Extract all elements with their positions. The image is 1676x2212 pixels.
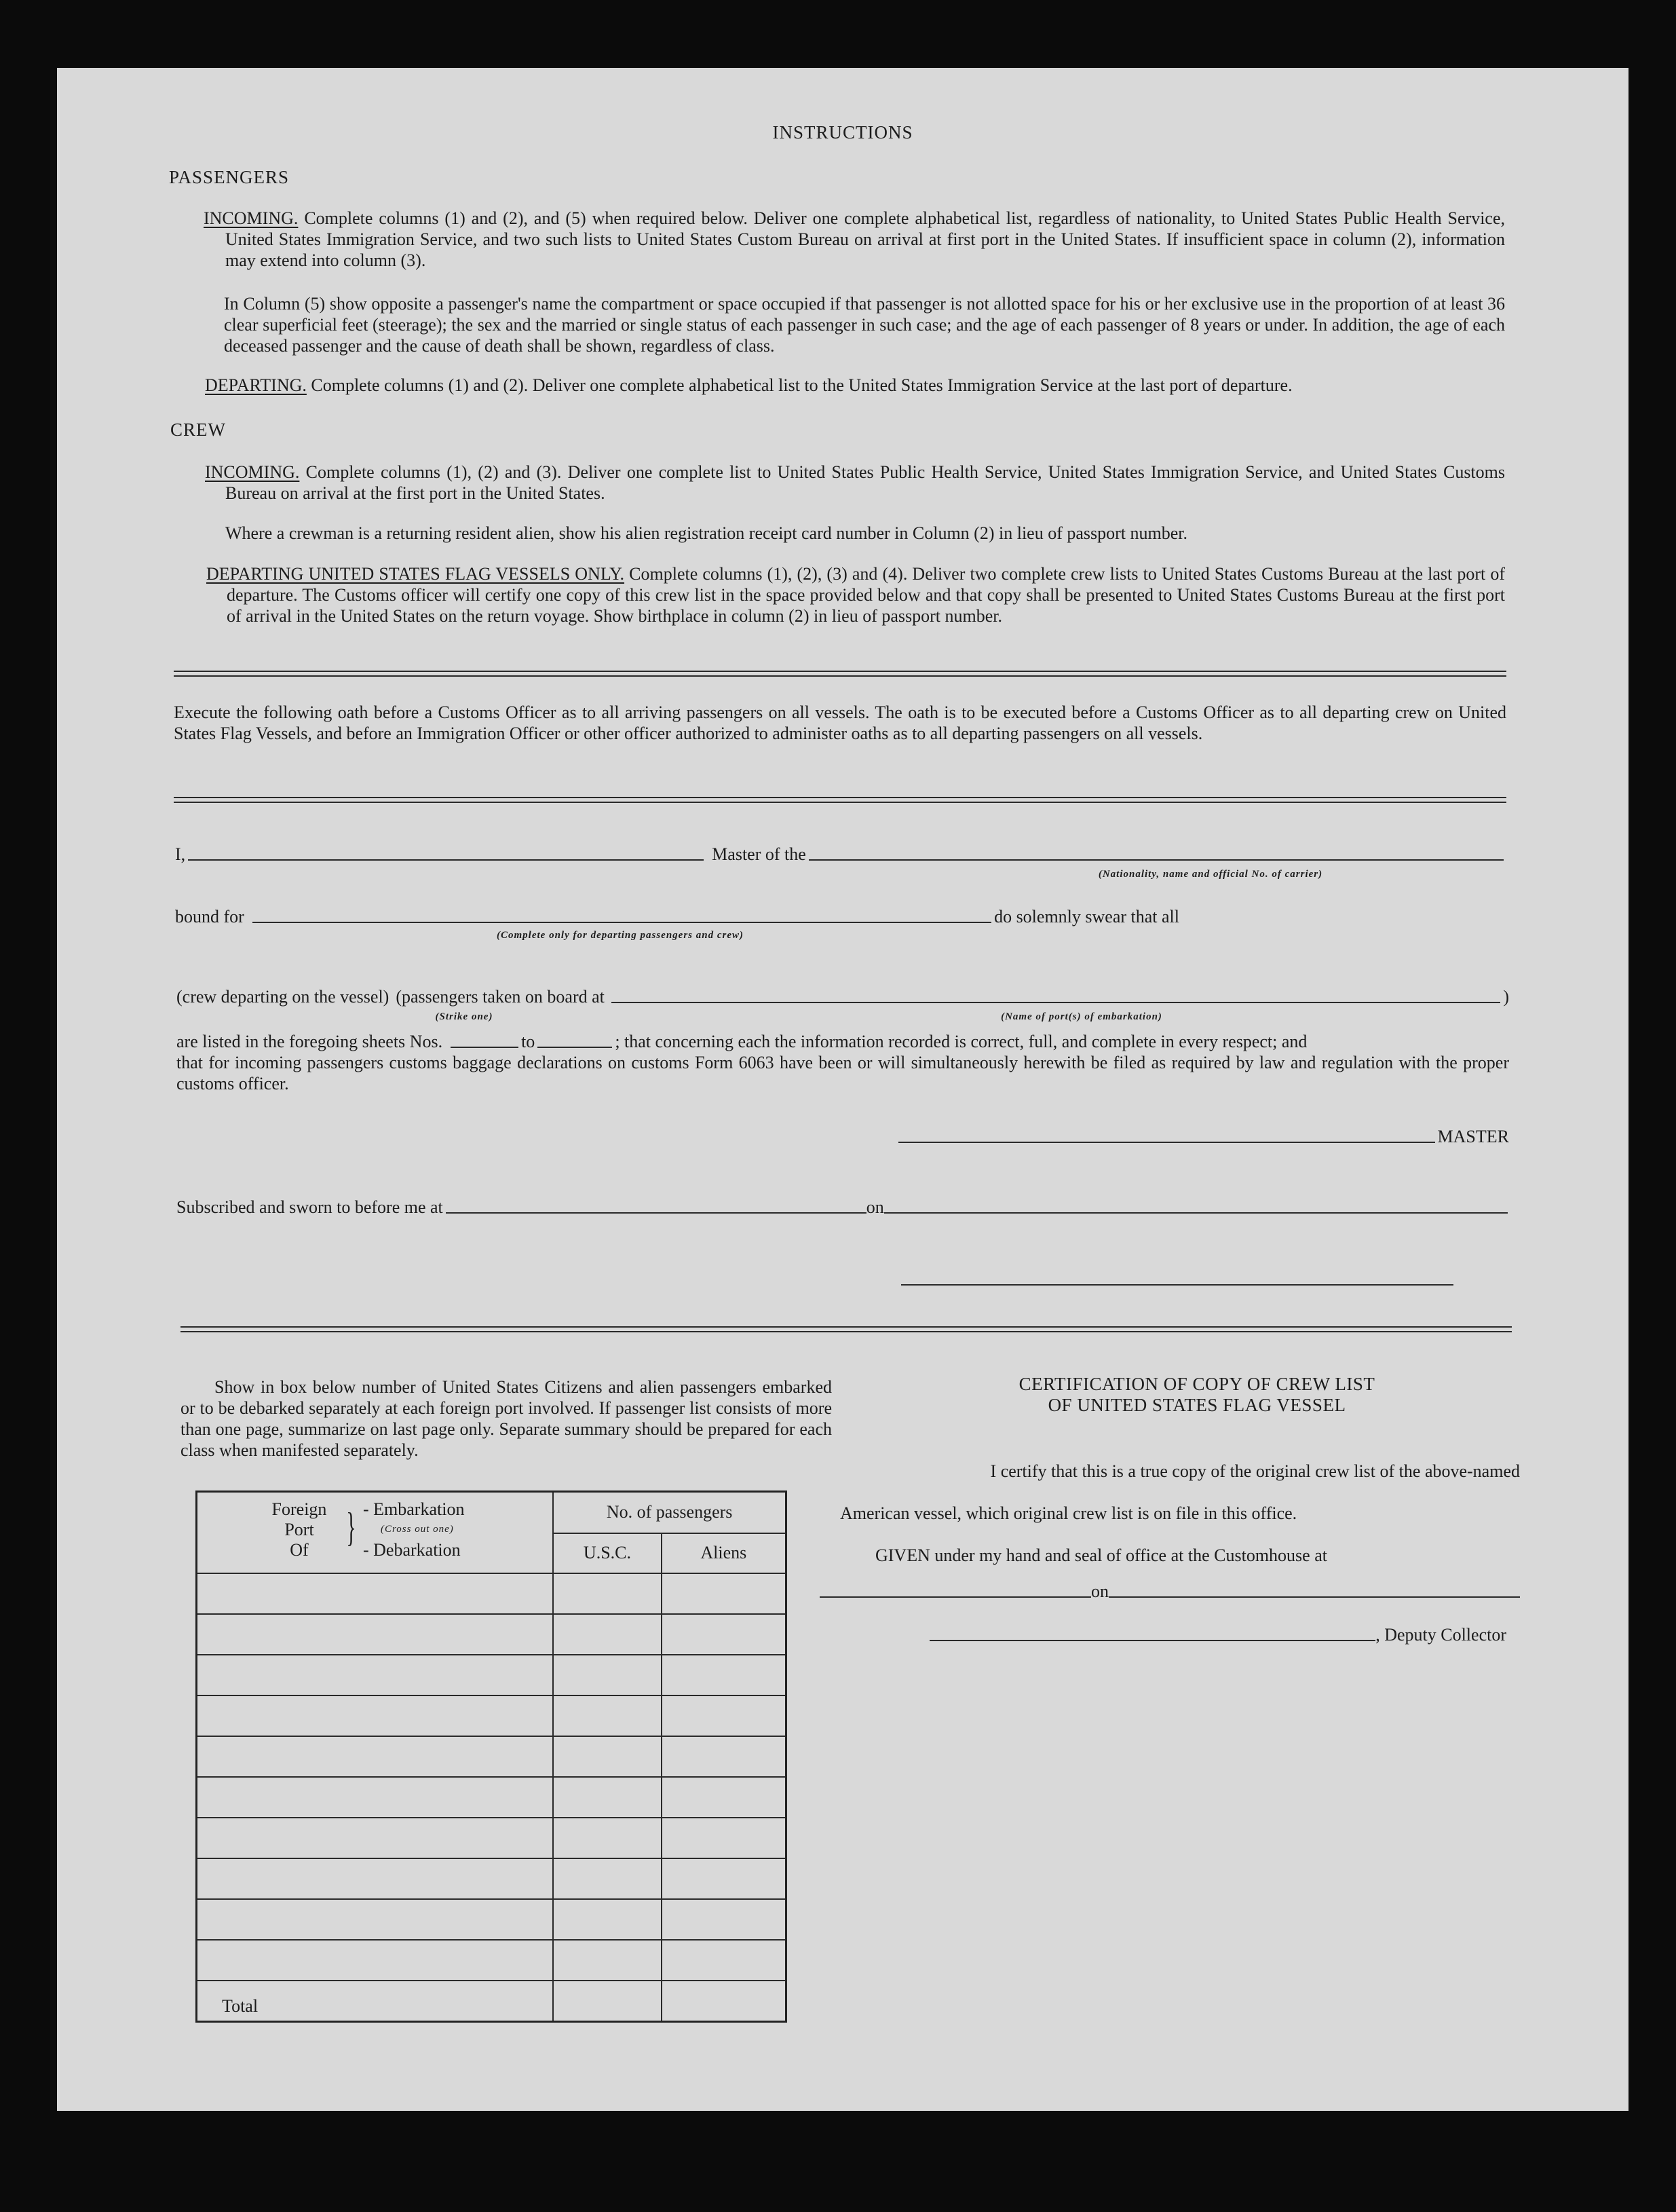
oath-sheets-row <box>176 1032 1509 1052</box>
passengers-heading: PASSENGERS <box>169 167 290 187</box>
page-title: INSTRUCTIONS <box>772 122 913 143</box>
port-cell[interactable] <box>197 1940 554 1981</box>
oath-intro: Execute the following oath before a Customs Officer as to all arriving passengers on all vessels. The oath is to be executed before a Customs Officer as to all departing crew on United States Flag Vessels, and before an Immigration Officer or other officer authorized to administer oaths as to all departing passengers on all vessels. <box>174 702 1506 743</box>
debarkation-label[interactable]: - Debarkation <box>363 1540 461 1560</box>
usc-cell[interactable] <box>553 1899 661 1940</box>
passengers-taken-option[interactable]: (passengers taken on board at <box>396 987 605 1007</box>
listed-rest: ; that concerning each the information recorded is correct, full, and complete in every respect; and <box>615 1032 1308 1051</box>
oath-bound-row <box>175 907 1179 927</box>
given-line: GIVEN under my hand and seal of office at the Customhouse at <box>875 1545 1327 1565</box>
master-signature-field[interactable] <box>898 1142 1435 1143</box>
no-passengers-header: No. of passengers <box>553 1492 786 1533</box>
crew-departing-paragraph <box>206 563 1505 626</box>
master-signature-row <box>898 1127 1509 1147</box>
aliens-cell[interactable] <box>662 1736 786 1777</box>
master-name-field[interactable] <box>188 859 704 861</box>
crew-heading: CREW <box>170 419 226 440</box>
bound-for-label: bound for <box>175 907 244 926</box>
crew-departing-label: DEPARTING UNITED STATES FLAG VESSELS ONLY. <box>206 564 625 584</box>
aliens-cell[interactable] <box>662 1573 786 1614</box>
summary-row <box>197 1940 786 1981</box>
passengers-incoming-text: Complete columns (1) and (2), and (5) when required below. Deliver one complete alphabetical list, regardless of nationality, to United States Public Health Service, United States Immigration Service, and two such lists to United States Custom Bureau on arrival at first port in the United States. If insufficient space in column (2), information may extend into column (3). <box>225 208 1506 270</box>
crew-resident-paragraph: Where a crewman is a returning resident alien, show his alien registration receipt card number in Column (2) in lieu of passport number. <box>225 523 1188 543</box>
deputy-signature-field[interactable] <box>930 1640 1375 1641</box>
usc-cell[interactable] <box>553 1573 661 1614</box>
port-column-header <box>197 1492 554 1574</box>
usc-cell[interactable] <box>553 1940 661 1981</box>
subscribed-date-field[interactable] <box>884 1212 1508 1214</box>
total-usc-cell[interactable] <box>553 1981 661 2021</box>
foreign-label: Foreign <box>271 1499 327 1519</box>
oath-master-row <box>175 844 1506 865</box>
certify-line2: American vessel, which original crew list is on file in this office. <box>840 1503 1297 1523</box>
close-paren: ) <box>1503 987 1509 1007</box>
divider-1 <box>174 671 1506 677</box>
certification-title-line2: OF UNITED STATES FLAG VESSEL <box>1048 1395 1346 1415</box>
to-label: to <box>521 1032 535 1051</box>
carrier-field[interactable] <box>809 859 1504 861</box>
port-cell[interactable] <box>197 1858 554 1899</box>
port-cell[interactable] <box>197 1695 554 1736</box>
certification-title-line1: CERTIFICATION OF COPY OF CREW LIST <box>1018 1374 1375 1394</box>
aliens-cell[interactable] <box>662 1655 786 1695</box>
aliens-cell[interactable] <box>662 1614 786 1655</box>
oath-strike-row <box>176 987 1509 1007</box>
declaration-text: that for incoming passengers customs baggage declarations on customs Form 6063 have been or will simultaneously herewith be filed as required by law and regulation with the proper customs officer. <box>176 1053 1509 1093</box>
port-caption: (Name of port(s) of embarkation) <box>1001 1011 1162 1022</box>
certify-line1: I certify that this is a true copy of the original crew list of the above-named <box>990 1461 1520 1481</box>
summary-row <box>197 1573 786 1614</box>
summary-rows <box>197 1573 786 1981</box>
embarkation-label[interactable]: - Embarkation <box>363 1499 465 1519</box>
of-label: Of <box>290 1540 309 1560</box>
deputy-label: , Deputy Collector <box>1375 1625 1506 1645</box>
officer-signature-field[interactable] <box>901 1284 1453 1286</box>
summary-row <box>197 1614 786 1655</box>
usc-cell[interactable] <box>553 1777 661 1818</box>
summary-row <box>197 1858 786 1899</box>
embarkation-port-field[interactable] <box>611 1002 1500 1003</box>
subscribed-on-label: on <box>866 1197 884 1217</box>
port-cell[interactable] <box>197 1736 554 1777</box>
master-label: MASTER <box>1437 1127 1509 1146</box>
crew-incoming-text: Complete columns (1), (2) and (3). Deliver one complete list to United States Public Health Service, United States Immigration Service, and United States Customs Bureau on arrival at the first port in the United States. <box>225 462 1506 503</box>
subscribed-label: Subscribed and sworn to before me at <box>176 1197 443 1217</box>
passengers-departing-paragraph <box>205 375 1505 396</box>
column5-paragraph: In Column (5) show opposite a passenger's name the compartment or space occupied if that passenger is not allotted space for his or her exclusive use in the proportion of at least 36 clear superficial feet (steerage); the sex and the married or single status of each passenger in such case; and the age of each passenger of 8 years or under. In addition, the age of each deceased passenger and the cause of death shall be shown, regardless of class. <box>224 294 1505 356</box>
certification-title <box>871 1374 1523 1416</box>
usc-cell[interactable] <box>553 1818 661 1858</box>
deputy-row <box>930 1625 1506 1645</box>
swear-label: do solemnly swear that all <box>994 907 1179 926</box>
port-cell[interactable] <box>197 1899 554 1940</box>
summary-row <box>197 1736 786 1777</box>
port-cell[interactable] <box>197 1655 554 1695</box>
total-aliens-cell[interactable] <box>662 1981 786 2021</box>
listed-label: are listed in the foregoing sheets Nos. <box>176 1032 443 1051</box>
crew-departing-option[interactable]: (crew departing on the vessel) <box>176 987 389 1007</box>
crew-departing-text: Complete columns (1), (2), (3) and (4). Deliver two complete crew lists to United States Customs Bureau at the last port of departure. The Customs officer will certify one copy of this crew list in the space provided below and that copy shall be presented to United States Customs Bureau at the first port of arrival in the United States on the return voyage. Show birthplace in column (2) in lieu of passport number. <box>227 564 1505 626</box>
summary-row <box>197 1899 786 1940</box>
aliens-cell[interactable] <box>662 1818 786 1858</box>
customhouse-date-field[interactable] <box>1109 1596 1520 1598</box>
total-label: Total <box>197 1981 554 2021</box>
sheet-to-field[interactable] <box>537 1047 612 1048</box>
port-cell[interactable] <box>197 1573 554 1614</box>
port-label: Port <box>284 1520 314 1539</box>
customhouse-place-field[interactable] <box>820 1596 1091 1598</box>
aliens-cell[interactable] <box>662 1940 786 1981</box>
aliens-cell[interactable] <box>662 1899 786 1940</box>
divider-2 <box>174 797 1506 803</box>
summary-instructions: Show in box below number of United States Citizens and alien passengers embarked or to be debarked separately at each foreign port involved. If passenger list consists of more than one page, summarize on last page only. Separate summary should be prepared for each class when manifested separately. <box>180 1377 832 1460</box>
usc-header: U.S.C. <box>553 1533 661 1573</box>
summary-row <box>197 1818 786 1858</box>
subscribed-row <box>176 1197 1510 1218</box>
usc-cell[interactable] <box>553 1655 661 1695</box>
sheet-from-field[interactable] <box>451 1047 518 1048</box>
aliens-cell[interactable] <box>662 1695 786 1736</box>
crew-incoming-label: INCOMING. <box>205 462 300 482</box>
cross-out-caption: (Cross out one) <box>381 1524 454 1535</box>
strike-caption: (Strike one) <box>435 1011 493 1022</box>
aliens-cell[interactable] <box>662 1777 786 1818</box>
subscribed-place-field[interactable] <box>446 1212 866 1214</box>
customhouse-row <box>820 1581 1520 1602</box>
summary-row <box>197 1655 786 1695</box>
customhouse-on-label: on <box>1091 1581 1109 1601</box>
port-cell[interactable] <box>197 1614 554 1655</box>
brace-icon: } <box>346 1505 356 1550</box>
passenger-summary-table <box>195 1491 787 2023</box>
oath-i-label: I, <box>175 844 186 864</box>
usc-cell[interactable] <box>553 1614 661 1655</box>
master-of-label: Master of the <box>712 844 806 864</box>
aliens-header: Aliens <box>662 1533 786 1573</box>
carrier-caption: (Nationality, name and official No. of carrier) <box>1098 869 1323 880</box>
crew-incoming-paragraph <box>205 462 1505 504</box>
summary-row <box>197 1695 786 1736</box>
passengers-incoming-label: INCOMING. <box>204 208 299 228</box>
usc-cell[interactable] <box>553 1736 661 1777</box>
passengers-incoming-paragraph <box>204 208 1505 271</box>
total-row <box>197 1981 786 2021</box>
form-page <box>57 68 1629 2111</box>
usc-cell[interactable] <box>553 1695 661 1736</box>
divider-3 <box>180 1326 1512 1332</box>
passengers-departing-text: Complete columns (1) and (2). Deliver one complete alphabetical list to the United States Immigration Service at the last port of departure. <box>311 375 1293 395</box>
bound-for-field[interactable] <box>252 922 991 923</box>
port-cell[interactable] <box>197 1818 554 1858</box>
summary-row <box>197 1777 786 1818</box>
passengers-departing-label: DEPARTING. <box>205 375 307 395</box>
bound-caption: (Complete only for departing passengers and crew) <box>497 930 744 941</box>
usc-cell[interactable] <box>553 1858 661 1899</box>
port-cell[interactable] <box>197 1777 554 1818</box>
aliens-cell[interactable] <box>662 1858 786 1899</box>
